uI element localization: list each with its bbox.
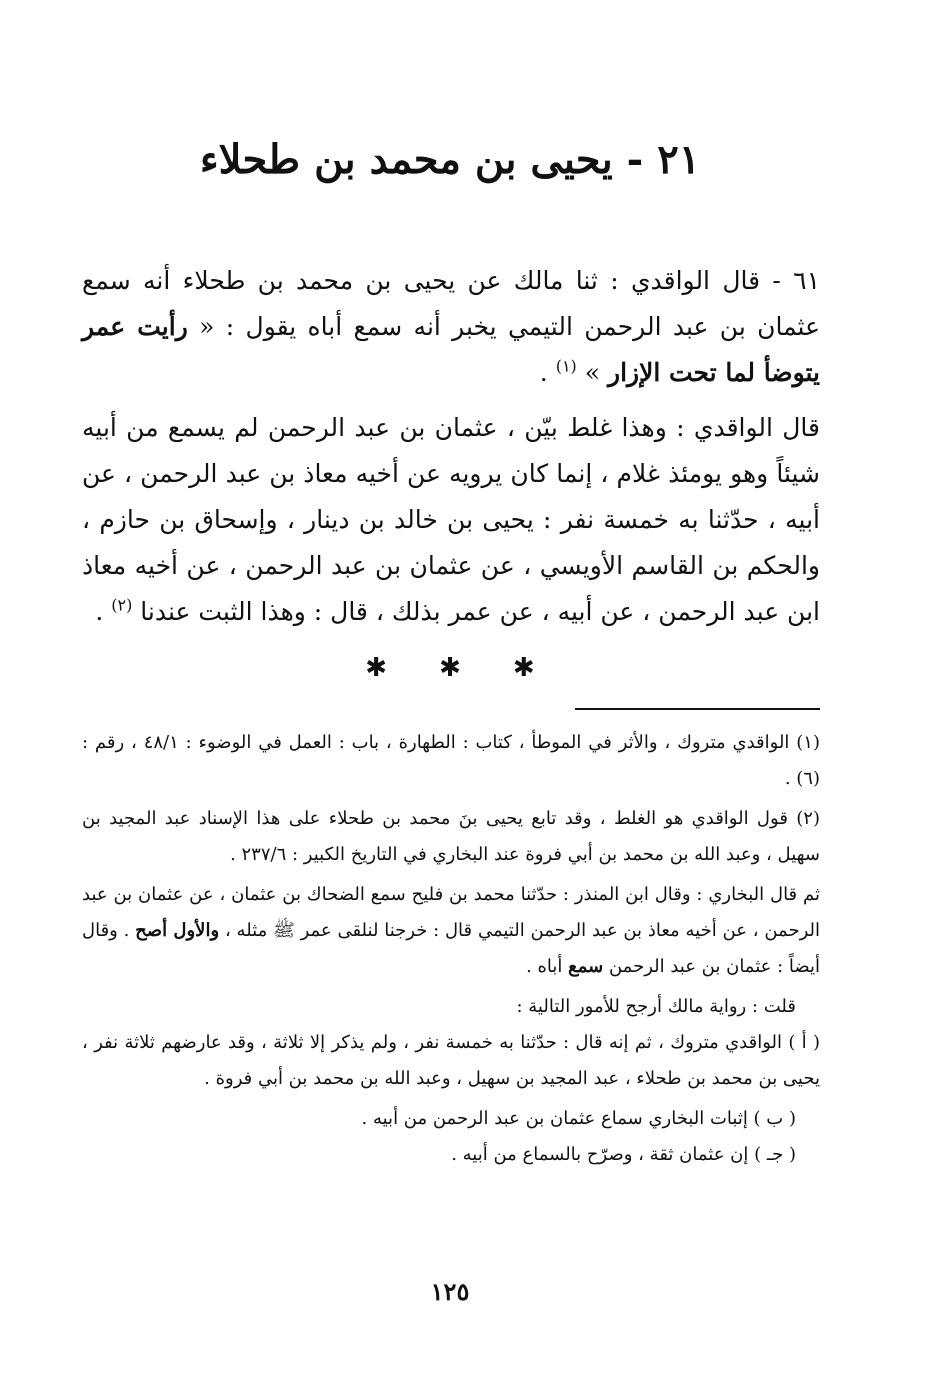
quote-close: » xyxy=(584,358,608,387)
asterisk-icon: ✱ xyxy=(365,653,388,683)
asterisk-icon: ✱ xyxy=(439,653,461,683)
paragraph-61 xyxy=(82,258,820,396)
footnote-reason-b: ( ب ) إثبات البخاري سماع عثمان بن عبد الرحمن من أبيه . xyxy=(361,1108,796,1129)
footnote-ref-1[interactable]: (١) xyxy=(555,356,577,376)
chapter-title: ٢١ - يحيى بن محمد بن طحلاء xyxy=(199,136,701,183)
footnote-conclusion: قلت : رواية مالك أرجح للأمور التالية : xyxy=(516,996,796,1017)
footnote-bukhari-text-3: أباه . xyxy=(526,956,569,977)
footnote-divider xyxy=(575,708,820,710)
commentary-end: . xyxy=(95,597,112,626)
footnote-1: (١) الواقدي متروك ، والأثر في الموطأ ، كتاب : الطهارة ، باب : العمل في الوضوء : ٤٨/١ ، رقم : (٦) . xyxy=(82,732,820,789)
footnote-2: (٢) قول الواقدي هو الغلط ، وقد تابع يحيى بنَ محمد بن طحلاء على هذا الإسناد عبد المجيد بن سهيل ، وعبد الله بن محمد بن أبي فروة عند البخاري في التاريخ الكبير : ٢٣٧/٦ . xyxy=(82,808,820,865)
quoted-statement: رأيت عمر يتوضأ لما تحت الإزار xyxy=(82,312,820,387)
paragraph-61-end: . xyxy=(539,358,556,387)
paragraph-waqidi-commentary xyxy=(82,405,820,635)
page-number: ١٢٥ xyxy=(430,1277,470,1306)
footnote-reason-c: ( جـ ) إن عثمان ثقة ، وصرّح بالسماع من أبيه . xyxy=(451,1144,796,1165)
footnote-ref-2[interactable]: (٢) xyxy=(111,595,133,615)
footnote-bukhari-bold-2: سمع xyxy=(568,956,604,977)
section-separator xyxy=(80,648,820,688)
paragraph-61-text: ٦١ - قال الواقدي : ثنا مالك عن يحيى بن محمد بن طحلاء أنه سمع عثمان بن عبد الرحمن التيمي يخبر أنه سمع أباه يقول : « xyxy=(82,266,820,341)
asterisk-icon: ✱ xyxy=(512,653,535,683)
footnote-bukhari-bold: والأول أصح xyxy=(135,920,220,941)
footnote-bukhari-text: ثم قال البخاري : وقال ابن المنذر : حدّثنا محمد بن فليح سمع الضحاك بن عثمان ، عن عثمان بن عبد الرحمن ، عن أخيه معاذ بن عبد الرحمن التيمي قال : خرجنا لنلقى عمر ﷺ مثله ، xyxy=(82,884,820,941)
commentary-text: قال الواقدي : وهذا غلط بيّن ، عثمان بن عبد الرحمن لم يسمع من أبيه شيئاً وهو يومئذ غلام ، إنما كان يرويه عن أخيه معاذ بن عبد الرحمن ، عن أبيه ، حدّثنا به خمسة نفر : يحيى بن خالد بن دينار ، وإسحاق بن حازم ، والحكم بن القاسم الأويسي ، عن عثمان بن عبد الرحمن ، عن أخيه معاذ ابن عبد الرحمن ، عن أبيه ، عن عمر بذلك ، قال : وهذا الثبت عندنا xyxy=(82,413,821,626)
footnotes xyxy=(82,725,820,1173)
footnote-reason-a: ( أ ) الواقدي متروك ، ثم إنه قال : حدّثنا به خمسة نفر ، ولم يذكر إلا ثلاثة ، وقد عارضهم ثلاثة نفر ، يحيى بن محمد بن طحلاء ، عبد المجيد بن سهيل ، وعبد الله بن محمد بن أبي فروة . xyxy=(82,1032,820,1089)
footnote-bukhari-text-2: . وقال أيضاً : عثمان بن عبد الرحمن xyxy=(82,920,820,977)
footnote-bukhari xyxy=(82,877,820,985)
